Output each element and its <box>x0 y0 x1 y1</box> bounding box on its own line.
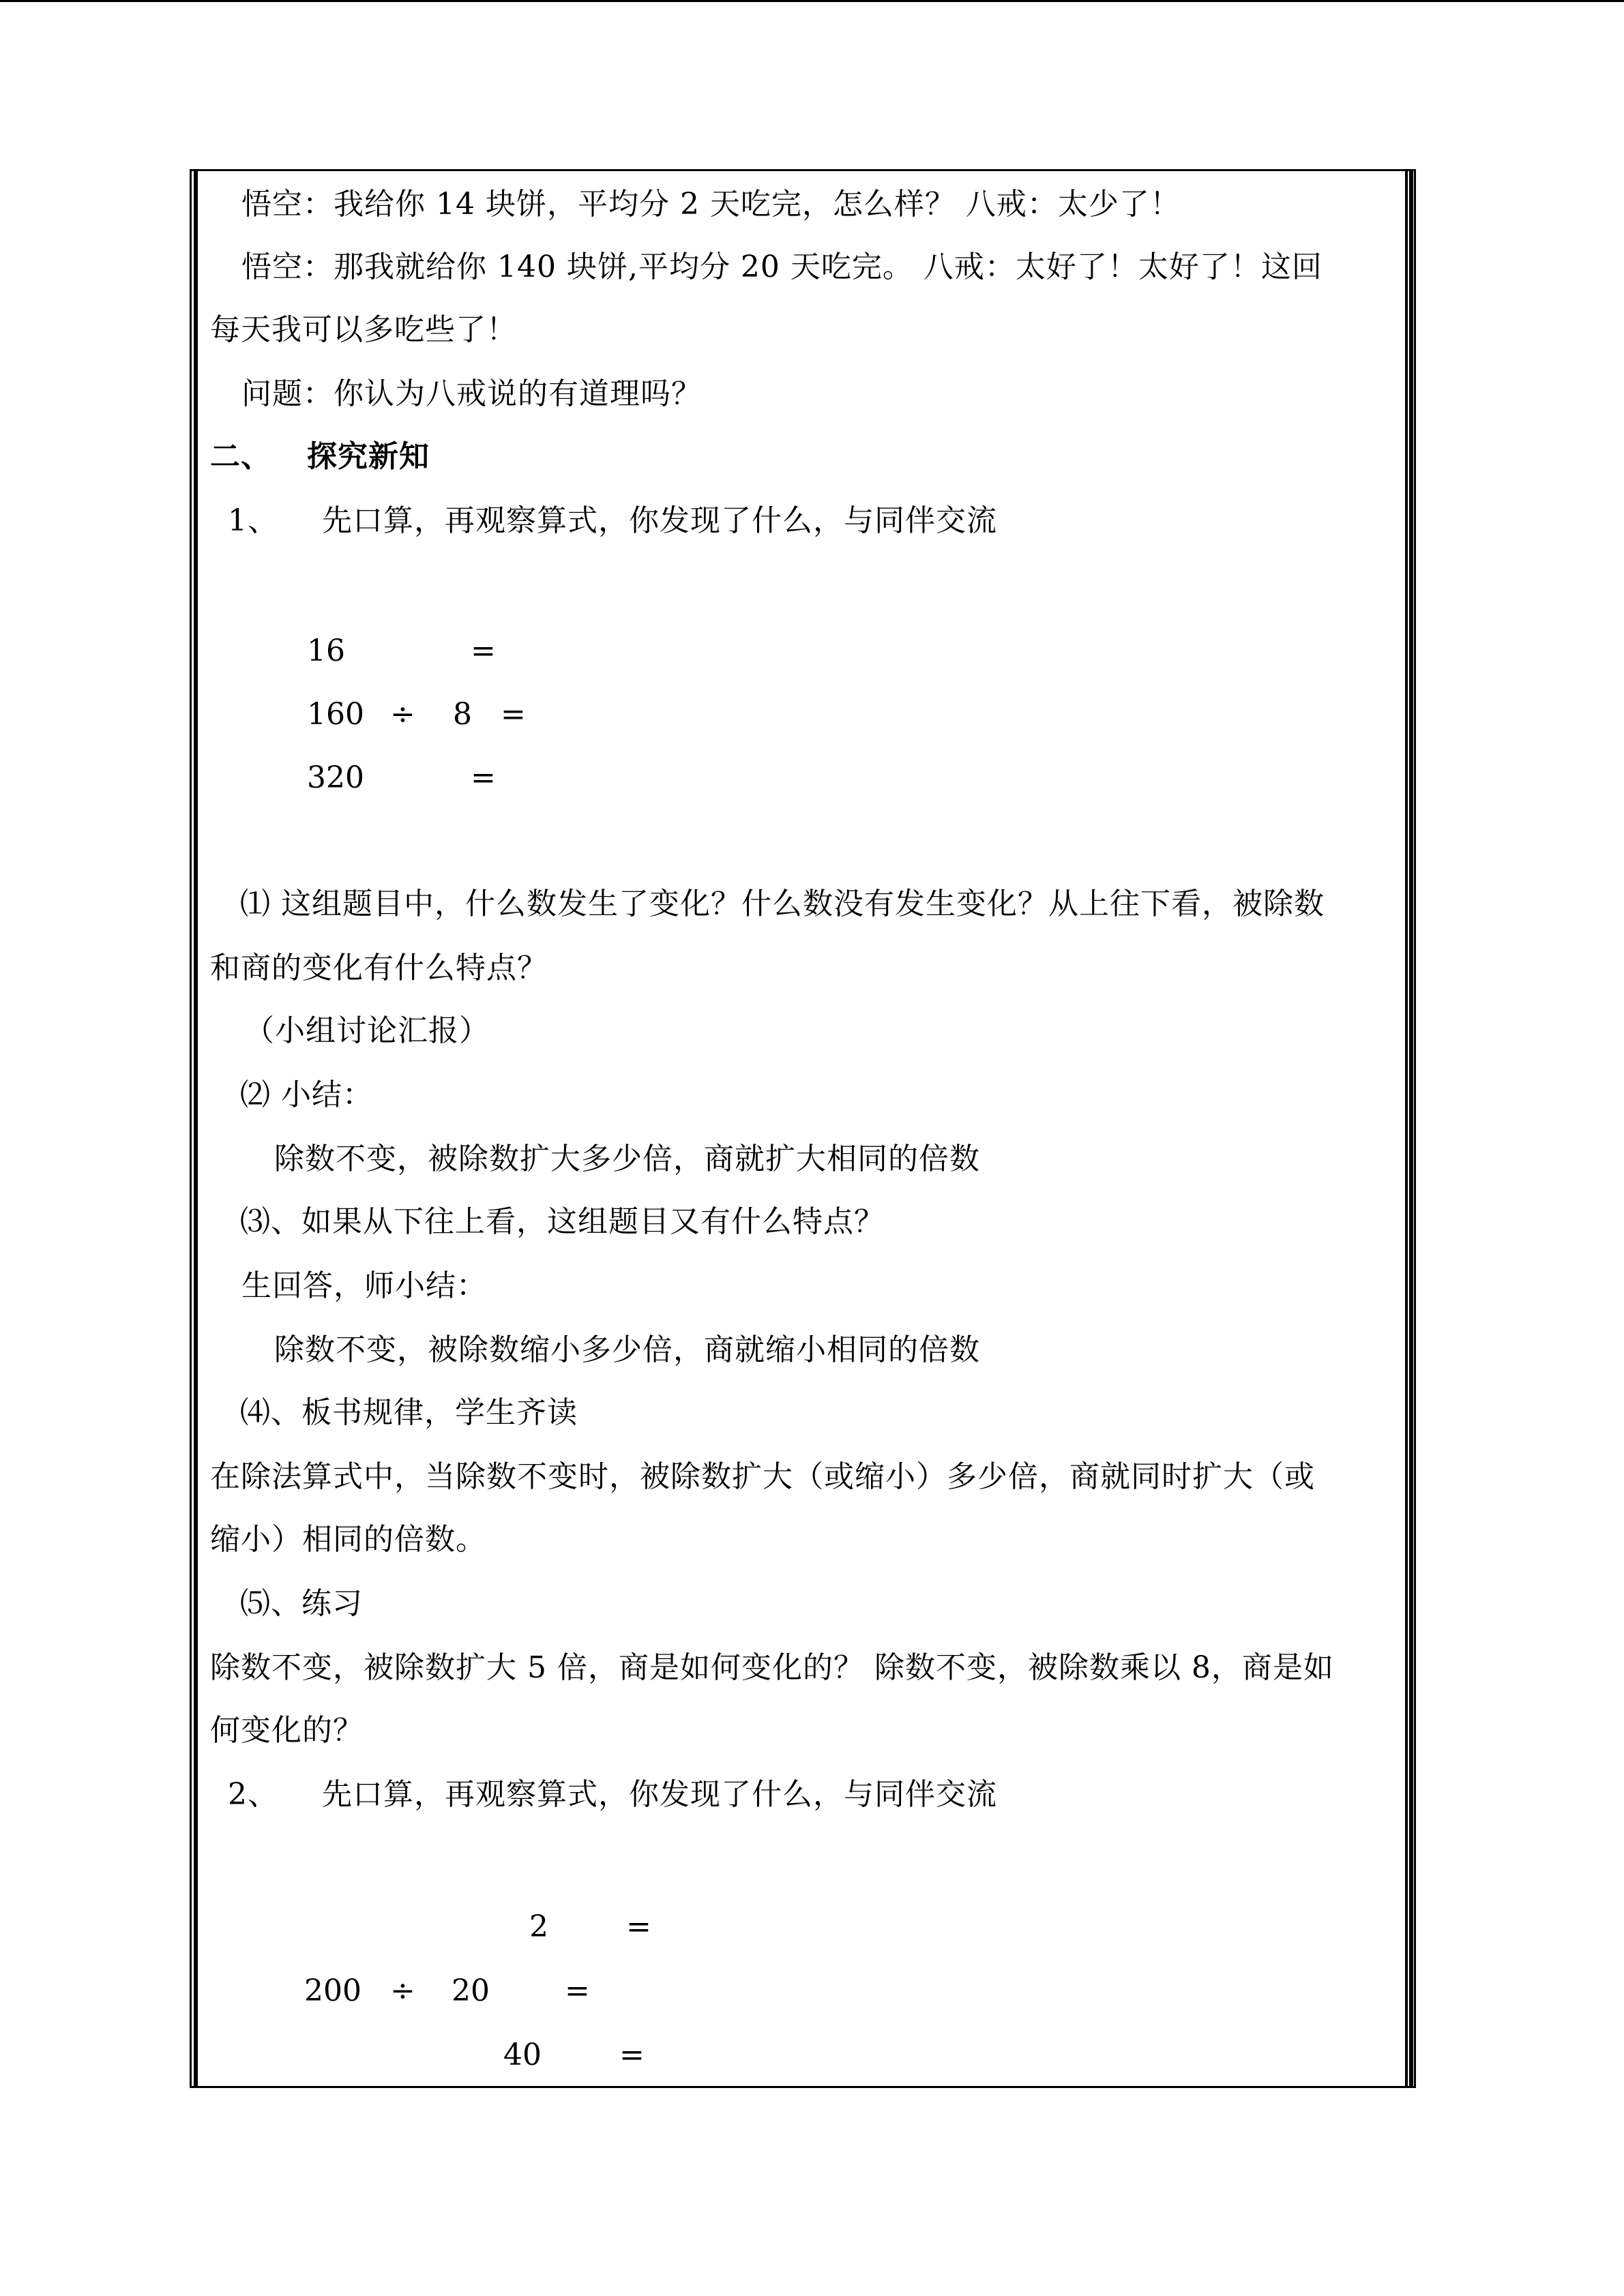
analysis-q3: ⑶、如果从下往上看，这组题目又有什么特点？ <box>240 1204 885 1239</box>
item1-divide-sign: ÷ <box>390 697 415 732</box>
page-top-rule <box>0 0 1624 2</box>
analysis-q1-line-1: ⑴ 这组题目中，什么数发生了变化？什么数没有发生变化？从上往下看，被除数 <box>240 886 1325 921</box>
rule-line-2: 缩小）相同的倍数。 <box>210 1522 486 1557</box>
item1-divisor: 8 <box>453 697 472 732</box>
section-number: 二、 <box>210 439 271 474</box>
analysis-q5: ⑸、练习 <box>240 1586 363 1621</box>
item1-dividend-3: 320 <box>307 760 364 795</box>
table-right-rule-inner <box>1405 169 1408 2088</box>
item2-divide-sign: ÷ <box>390 1973 415 2008</box>
practice-line-2: 何变化的？ <box>210 1713 364 1748</box>
item1-number: 1、 <box>228 503 278 538</box>
item1-dividend-1: 16 <box>307 633 345 668</box>
item1-dividend-2: 160 <box>307 697 364 732</box>
group-report: （小组讨论汇报） <box>244 1013 490 1048</box>
answer-text: 除数不变，被除数缩小多少倍，商就缩小相同的倍数 <box>274 1332 980 1367</box>
question-line: 问题：你认为八戒说的有道理吗？ <box>241 376 702 411</box>
item2-equals-3: = <box>619 2038 645 2072</box>
practice-line-1: 除数不变，被除数扩大 5 倍，商是如何变化的？ 除数不变，被除数乘以 8，商是如 <box>210 1650 1334 1685</box>
item1-equals-3: = <box>471 760 496 795</box>
analysis-q4: ⑷、板书规律，学生齐读 <box>240 1395 578 1430</box>
table-right-rule-outer <box>1409 169 1413 2088</box>
summary-text: 除数不变，被除数扩大多少倍，商就扩大相同的倍数 <box>274 1142 980 1176</box>
item2-divisor-2: 20 <box>452 1973 490 2008</box>
dialogue-line-1: 悟空：我给你 14 块饼，平均分 2 天吃完，怎么样？ 八戒：太少了！ <box>241 187 1181 222</box>
item2-equals-1: = <box>626 1909 651 1944</box>
item1-equals-1: = <box>471 633 496 668</box>
table-left-double-rule <box>194 169 198 2088</box>
item2-number: 2、 <box>228 1777 278 1812</box>
item1-equals-2: = <box>501 697 526 732</box>
dialogue-line-3: 每天我可以多吃些了！ <box>210 312 517 347</box>
item2-text: 先口算，再观察算式，你发现了什么，与同伴交流 <box>322 1777 997 1812</box>
item1-text: 先口算，再观察算式，你发现了什么，与同伴交流 <box>322 503 997 538</box>
dialogue-line-2: 悟空：那我就给你 140 块饼,平均分 20 天吃完。 八戒：太好了！太好了！这回 <box>241 250 1323 284</box>
item2-divisor-3: 40 <box>503 2038 542 2072</box>
rule-line-1: 在除法算式中，当除数不变时，被除数扩大（或缩小）多少倍，商就同时扩大（或 <box>210 1459 1315 1494</box>
answer-label: 生回答，师小结： <box>241 1268 487 1303</box>
item2-dividend: 200 <box>304 1973 361 2008</box>
item2-divisor-1: 2 <box>529 1909 548 1944</box>
analysis-q1-line-2: 和商的变化有什么特点？ <box>210 951 548 985</box>
summary-label: ⑵ 小结： <box>240 1077 373 1112</box>
section-title: 探究新知 <box>307 439 430 474</box>
item2-equals-2: = <box>565 1973 590 2008</box>
